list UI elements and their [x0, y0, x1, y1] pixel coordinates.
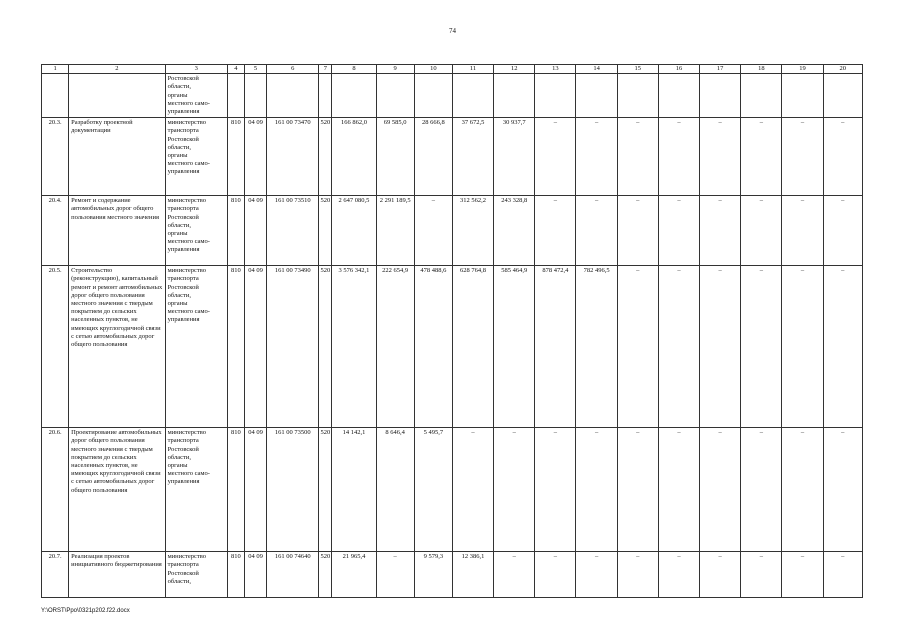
executor-cell: министерство транспорта Ростовской области, органы местного само- управления: [165, 428, 227, 552]
column-header: 20: [823, 65, 862, 74]
value-cell: –: [576, 428, 617, 552]
row-name-cell: Проектирование автомобильных дорог общего пользования местного значения с твердым покрытием до сельских населенных пунктов, не имеющих круглогодичной связи с сетью автомобильных дорог общего пользования: [69, 428, 165, 552]
row-number-cell: 20.6.: [42, 428, 69, 552]
value-cell: [782, 74, 823, 118]
value-cell: 628 764,8: [452, 266, 493, 428]
row-number-cell: 20.3.: [42, 118, 69, 196]
value-cell: [414, 74, 452, 118]
value-cell: –: [741, 552, 782, 598]
value-cell: –: [617, 552, 658, 598]
value-cell: 04 09: [244, 266, 266, 428]
value-cell: –: [700, 196, 741, 266]
value-cell: 161 00 74640: [267, 552, 319, 598]
row-name-cell: Разработку проектной документации: [69, 118, 165, 196]
value-cell: [227, 74, 244, 118]
value-cell: –: [535, 552, 576, 598]
value-cell: –: [658, 428, 699, 552]
value-cell: 478 488,6: [414, 266, 452, 428]
value-cell: –: [700, 266, 741, 428]
value-cell: –: [414, 196, 452, 266]
value-cell: –: [617, 266, 658, 428]
value-cell: –: [576, 196, 617, 266]
column-header: 8: [332, 65, 376, 74]
executor-cell: министерство транспорта Ростовской области, органы местного само- управления: [165, 196, 227, 266]
value-cell: –: [658, 118, 699, 196]
value-cell: –: [823, 428, 862, 552]
value-cell: 161 00 73500: [267, 428, 319, 552]
value-cell: [658, 74, 699, 118]
page-number: 74: [449, 27, 456, 35]
value-cell: 810: [227, 552, 244, 598]
value-cell: 520: [319, 428, 332, 552]
value-cell: –: [617, 118, 658, 196]
value-cell: [244, 74, 266, 118]
value-cell: 04 09: [244, 118, 266, 196]
value-cell: –: [823, 552, 862, 598]
value-cell: –: [782, 552, 823, 598]
value-cell: 3 576 342,1: [332, 266, 376, 428]
value-cell: [535, 74, 576, 118]
value-cell: 878 472,4: [535, 266, 576, 428]
row-number-cell: 20.4.: [42, 196, 69, 266]
value-cell: –: [700, 428, 741, 552]
column-header: 2: [69, 65, 165, 74]
value-cell: –: [452, 428, 493, 552]
value-cell: [700, 74, 741, 118]
value-cell: 810: [227, 196, 244, 266]
row-name-cell: Реализация проектов инициативного бюджетирования: [69, 552, 165, 598]
value-cell: –: [741, 118, 782, 196]
value-cell: –: [658, 266, 699, 428]
column-header: 1: [42, 65, 69, 74]
value-cell: 04 09: [244, 428, 266, 552]
value-cell: [823, 74, 862, 118]
column-header: 6: [267, 65, 319, 74]
value-cell: 9 579,3: [414, 552, 452, 598]
table-row: [42, 266, 863, 428]
executor-cell: Ростовской области, органы местного само- управления: [165, 74, 227, 118]
executor-cell: министерство транспорта Ростовской области,: [165, 552, 227, 598]
value-cell: 520: [319, 552, 332, 598]
value-cell: –: [741, 266, 782, 428]
column-header: 7: [319, 65, 332, 74]
value-cell: [376, 74, 414, 118]
executor-cell: министерство транспорта Ростовской области, органы местного само- управления: [165, 118, 227, 196]
executor-cell: министерство транспорта Ростовской области, органы местного само- управления: [165, 266, 227, 428]
column-header: 13: [535, 65, 576, 74]
value-cell: [452, 74, 493, 118]
column-header: 5: [244, 65, 266, 74]
row-name-cell: [69, 74, 165, 118]
column-header: 11: [452, 65, 493, 74]
value-cell: –: [494, 428, 535, 552]
value-cell: –: [658, 552, 699, 598]
row-name-cell: Строительство (реконструкцию), капитальный ремонт и ремонт автомобильных дорог общего пользования местного значения с твердым покрытием до сельских населенных пунктов, не имеющих круглогодичной связи с сетью автомобильных дорог общего пользования: [69, 266, 165, 428]
value-cell: 21 965,4: [332, 552, 376, 598]
column-header: 19: [782, 65, 823, 74]
value-cell: 585 464,9: [494, 266, 535, 428]
column-header: 10: [414, 65, 452, 74]
value-cell: 2 291 189,5: [376, 196, 414, 266]
value-cell: 161 00 73470: [267, 118, 319, 196]
value-cell: 520: [319, 118, 332, 196]
value-cell: [741, 74, 782, 118]
value-cell: –: [658, 196, 699, 266]
row-number-cell: [42, 74, 69, 118]
value-cell: [267, 74, 319, 118]
value-cell: 243 328,8: [494, 196, 535, 266]
value-cell: –: [576, 552, 617, 598]
continuation-row: [42, 74, 863, 118]
value-cell: –: [782, 428, 823, 552]
column-header: 17: [700, 65, 741, 74]
column-header: 18: [741, 65, 782, 74]
value-cell: –: [823, 118, 862, 196]
value-cell: 14 142,1: [332, 428, 376, 552]
value-cell: 520: [319, 266, 332, 428]
value-cell: [617, 74, 658, 118]
value-cell: 810: [227, 428, 244, 552]
column-header: 12: [494, 65, 535, 74]
table-row: [42, 428, 863, 552]
table-row: [42, 118, 863, 196]
column-header: 15: [617, 65, 658, 74]
value-cell: –: [782, 118, 823, 196]
value-cell: 782 496,5: [576, 266, 617, 428]
value-cell: –: [741, 196, 782, 266]
value-cell: 520: [319, 196, 332, 266]
value-cell: –: [617, 428, 658, 552]
value-cell: 30 937,7: [494, 118, 535, 196]
value-cell: –: [823, 196, 862, 266]
value-cell: 2 647 080,5: [332, 196, 376, 266]
value-cell: –: [700, 552, 741, 598]
value-cell: [494, 74, 535, 118]
value-cell: 166 862,0: [332, 118, 376, 196]
value-cell: –: [576, 118, 617, 196]
value-cell: –: [535, 196, 576, 266]
value-cell: [576, 74, 617, 118]
value-cell: 5 495,7: [414, 428, 452, 552]
value-cell: 810: [227, 118, 244, 196]
value-cell: [319, 74, 332, 118]
value-cell: –: [823, 266, 862, 428]
value-cell: 04 09: [244, 196, 266, 266]
value-cell: [332, 74, 376, 118]
value-cell: 28 666,8: [414, 118, 452, 196]
budget-table: [41, 64, 863, 598]
table-row: [42, 552, 863, 598]
value-cell: 8 646,4: [376, 428, 414, 552]
value-cell: 04 09: [244, 552, 266, 598]
value-cell: –: [782, 266, 823, 428]
column-header: 3: [165, 65, 227, 74]
file-path-footer: Y:\ORST\Ppo\0321p202.f22.docx: [41, 608, 130, 614]
row-number-cell: 20.7.: [42, 552, 69, 598]
value-cell: –: [535, 428, 576, 552]
value-cell: –: [535, 118, 576, 196]
value-cell: 69 585,0: [376, 118, 414, 196]
value-cell: 222 654,9: [376, 266, 414, 428]
value-cell: –: [617, 196, 658, 266]
value-cell: 12 386,1: [452, 552, 493, 598]
value-cell: –: [782, 196, 823, 266]
column-header: 9: [376, 65, 414, 74]
column-header: 16: [658, 65, 699, 74]
value-cell: 37 672,5: [452, 118, 493, 196]
column-header: 4: [227, 65, 244, 74]
value-cell: 161 00 73490: [267, 266, 319, 428]
table-row: [42, 196, 863, 266]
value-cell: 161 00 73510: [267, 196, 319, 266]
value-cell: –: [741, 428, 782, 552]
value-cell: –: [376, 552, 414, 598]
column-number-row: [42, 65, 863, 74]
value-cell: –: [700, 118, 741, 196]
row-number-cell: 20.5.: [42, 266, 69, 428]
row-name-cell: Ремонт и содержание автомобильных дорог общего пользования местного значения: [69, 196, 165, 266]
value-cell: 312 562,2: [452, 196, 493, 266]
value-cell: 810: [227, 266, 244, 428]
column-header: 14: [576, 65, 617, 74]
value-cell: –: [494, 552, 535, 598]
